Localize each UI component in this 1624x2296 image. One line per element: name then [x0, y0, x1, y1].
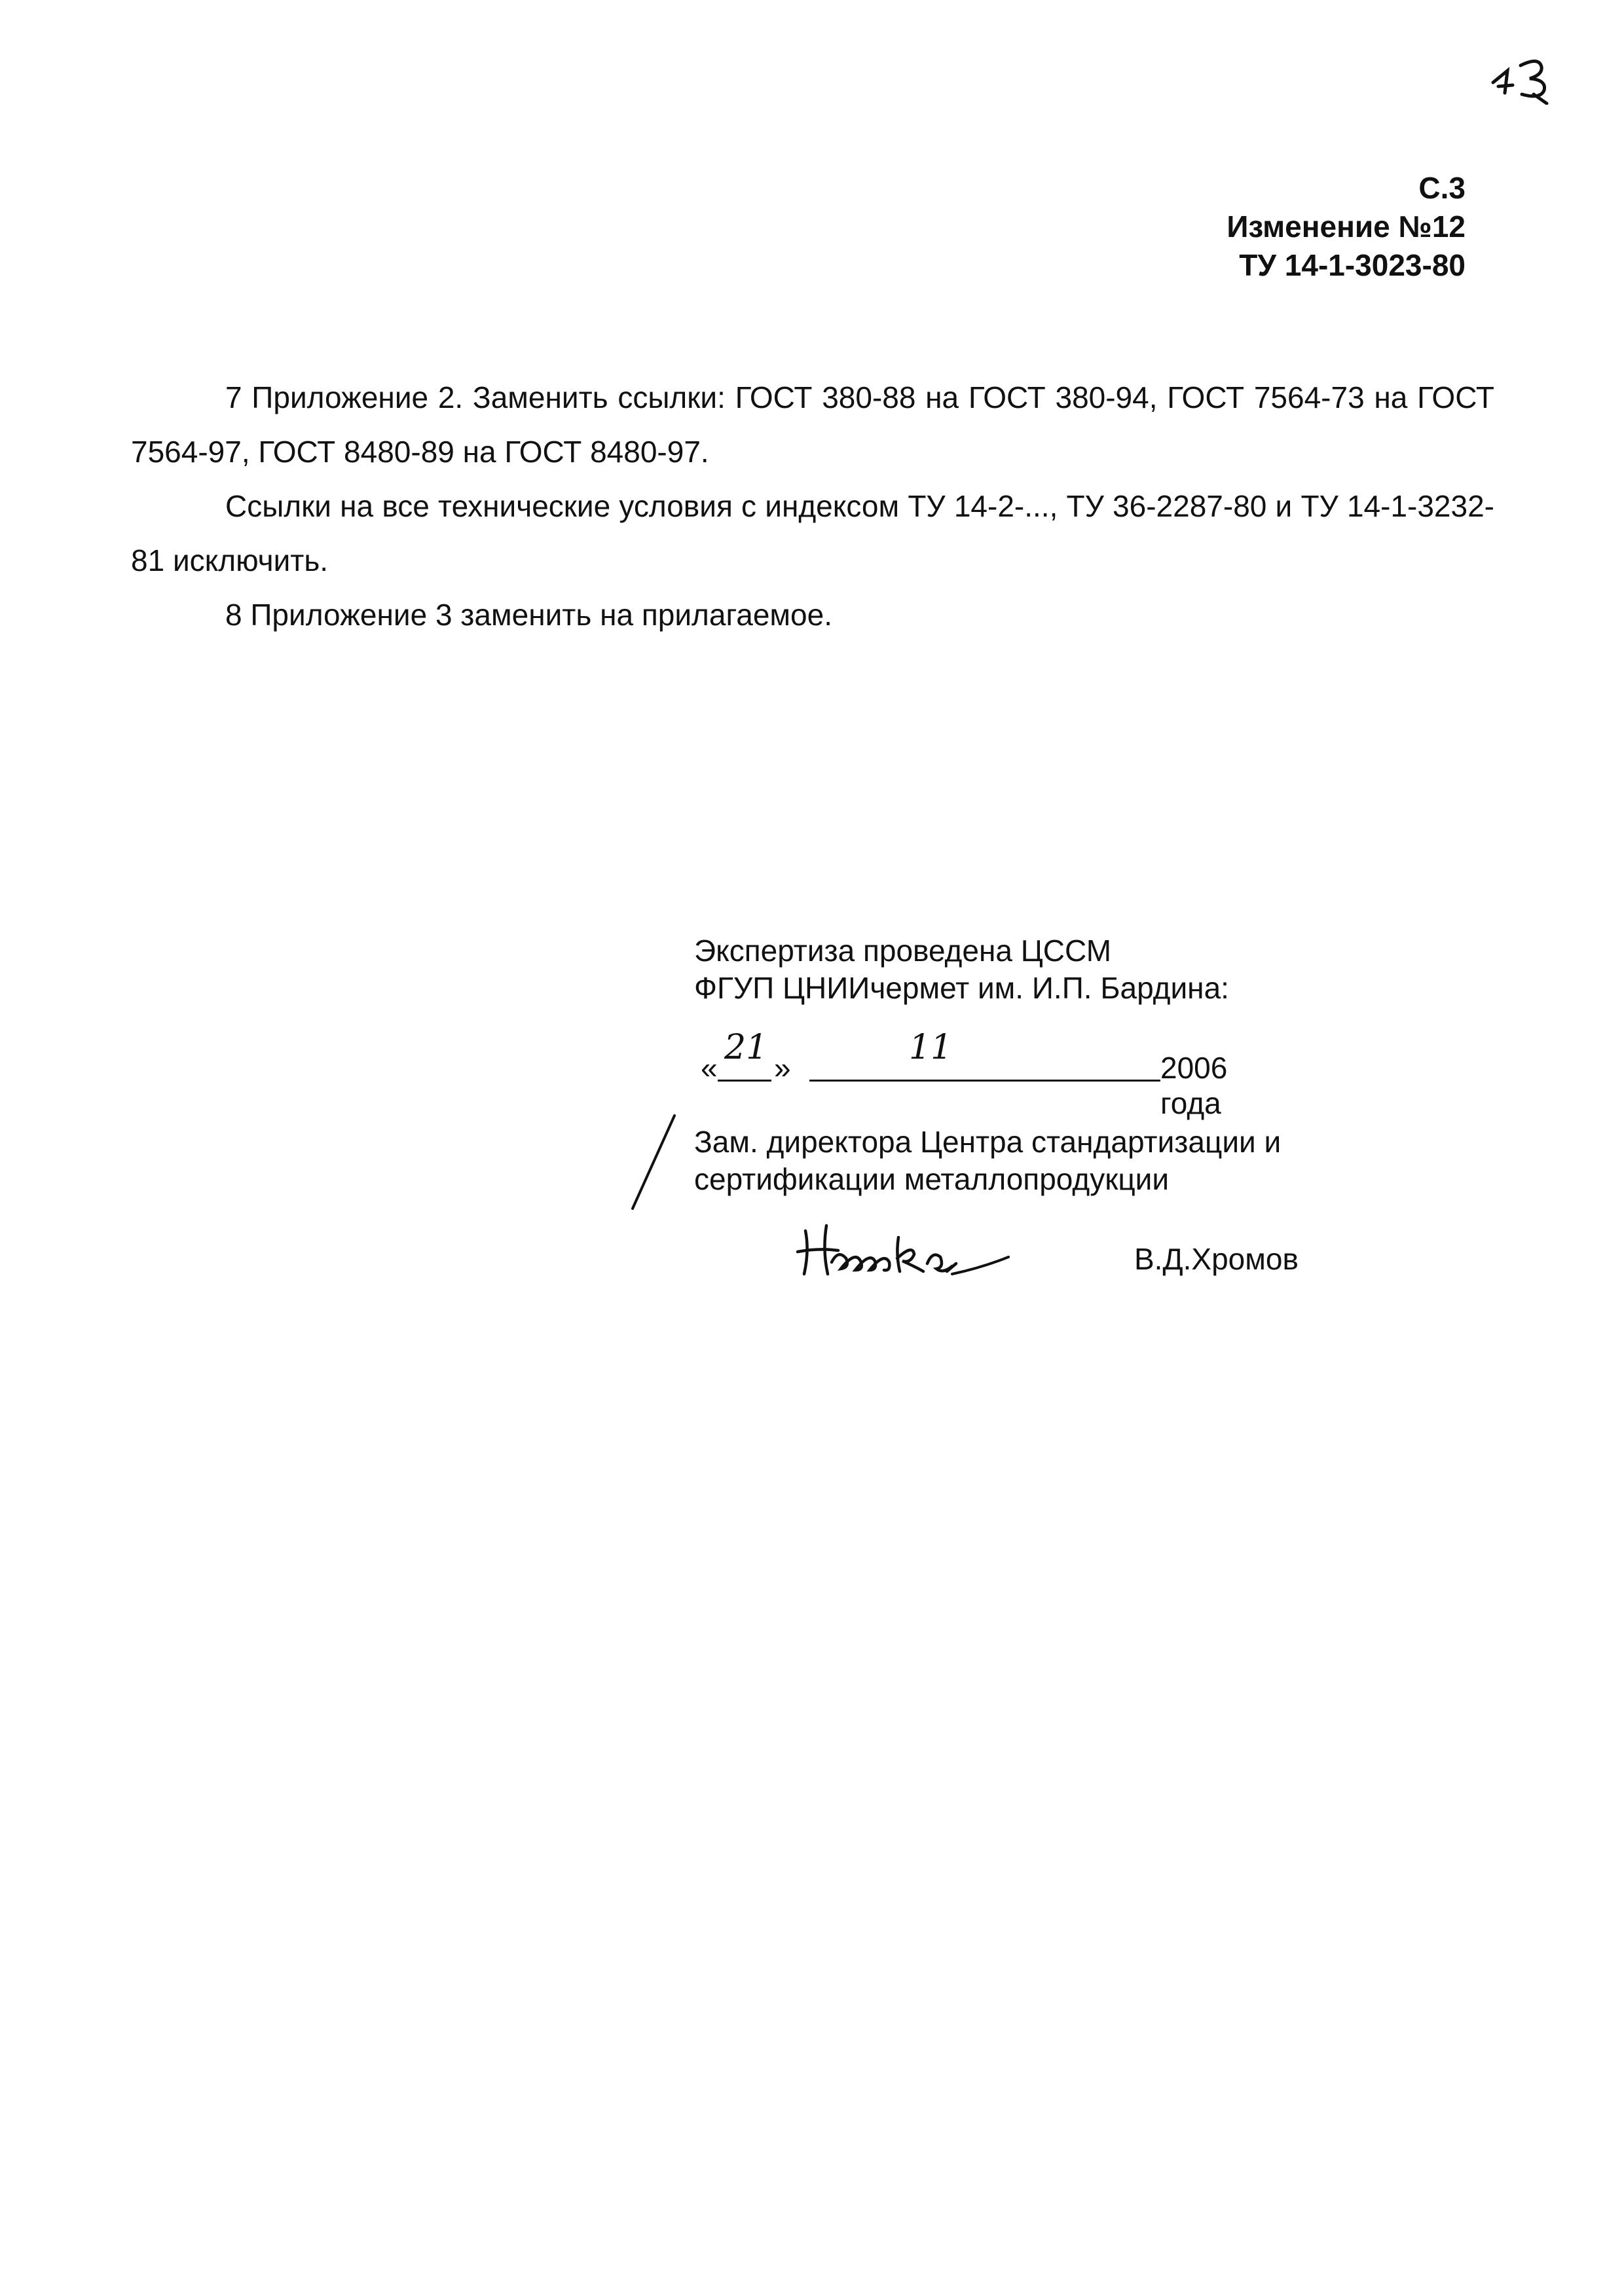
- spec-number: ТУ 14-1-3023-80: [1239, 248, 1466, 282]
- expertise-line-1: Экспертиза проведена ЦССМ: [694, 934, 1112, 968]
- open-quote: «: [701, 1051, 718, 1085]
- paragraph-item-8: 8 Приложение 3 заменить на прилагаемое.: [225, 598, 832, 632]
- paragraph-item-7: 7 Приложение 2. Заменить ссылки: ГОСТ 380-88 на ГОСТ 380-94, ГОСТ 7564-73 на ГОСТ 7564-97, ГОСТ 8480-89 на ГОСТ 8480-97.: [131, 380, 1494, 469]
- slash-mark: [629, 1113, 681, 1211]
- signatory-name: В.Д.Хромов: [1134, 1242, 1299, 1276]
- document-body: [131, 371, 1494, 642]
- handwritten-month: 11: [909, 1028, 953, 1067]
- handwritten-day: 21: [724, 1028, 768, 1067]
- day-underline: [718, 1080, 771, 1082]
- month-underline: [809, 1080, 1160, 1082]
- page-label: С.3: [1418, 171, 1466, 205]
- document-header: [1227, 169, 1466, 285]
- handwritten-signature: [792, 1211, 1028, 1283]
- change-number: Изменение №12: [1227, 210, 1466, 244]
- page-number-mark: [1488, 52, 1560, 105]
- expertise-line-2: ФГУП ЦНИИчермет им. И.П. Бардина:: [694, 971, 1229, 1005]
- paragraph-references: Ссылки на все технические условия с индексом ТУ 14-2-..., ТУ 36-2287-80 и ТУ 14-1-3232-81 исключить.: [131, 489, 1494, 577]
- expertise-block: [694, 932, 1229, 1007]
- year-text: 2006 года: [1160, 1051, 1228, 1120]
- close-quote: »: [774, 1051, 791, 1085]
- director-title-line-1: Зам. директора Центра стандартизации и: [694, 1125, 1282, 1159]
- director-title: [694, 1123, 1281, 1198]
- date-line: [701, 1028, 1290, 1120]
- director-title-line-2: сертификации металлопродукции: [694, 1162, 1170, 1196]
